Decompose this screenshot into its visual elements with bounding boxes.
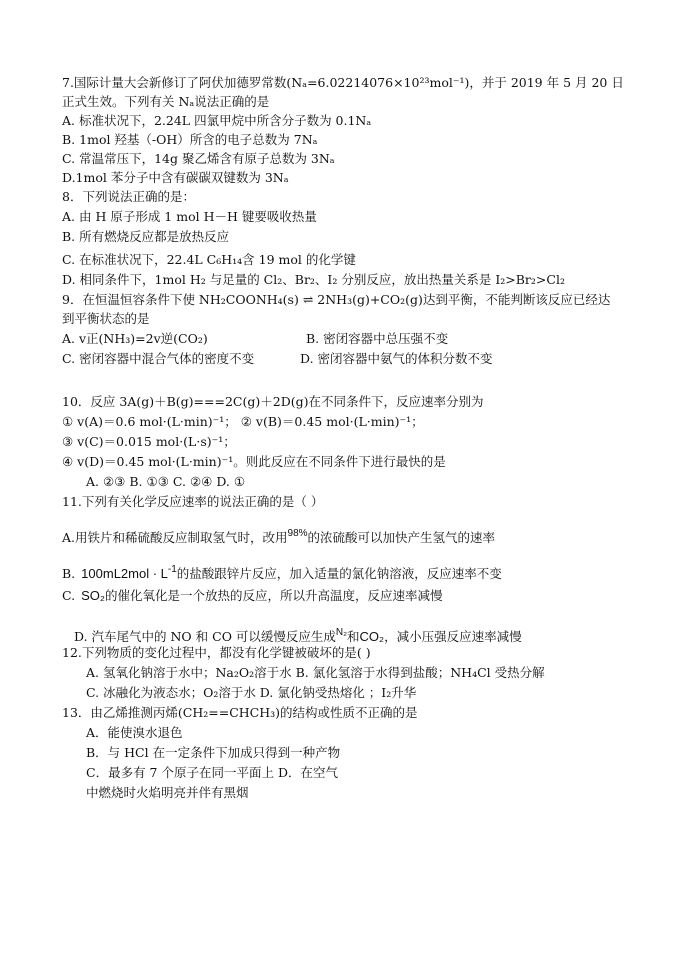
q8-option-d: D. 相同条件下，1mol H₂ 与足量的 Cl₂、Br₂、I₂ 分别反应，放出热量关系是 I₂>Br₂>Cl₂ (62, 272, 565, 287)
q11-a-sup: 98% (287, 528, 308, 539)
q11-d-post: ，减小压强反应速率减慢 (384, 629, 522, 644)
q11-b-pre: B. (62, 566, 76, 581)
q11-stem: 11.下列有关化学反应速率的说法正确的是（ ） (62, 494, 324, 509)
q12-stem: 12.下列物质的变化过程中，都没有化学键被破坏的是( ) (62, 645, 371, 660)
q11-c-formula: SO₂ (81, 588, 105, 603)
q8-option-a: A. 由 H 原子形成 1 mol H－H 键要吸收热量 (62, 209, 317, 224)
q8-option-c: C. 在标准状况下，22.4L C₆H₁₄含 19 mol 的化学键 (62, 252, 356, 267)
q7-option-c: C. 常温常压下，14g 聚乙烯含有原子总数为 3Nₐ (62, 151, 335, 166)
q12-options-cd: C. 冰融化为液态水；O₂溶于水 D. 氯化钠受热熔化 ；I₂升华 (86, 685, 417, 700)
q10-stem: 10．反应 3A(g)＋B(g)===2C(g)＋2D(g)在不同条件下，反应速率分别为 (62, 394, 484, 409)
q10-rate-1-2: ① v(A)＝0.6 mol·(L·min)⁻¹； ② v(B)＝0.45 mol·(L·min)⁻¹； (62, 414, 424, 429)
q11-b-sup: -1 (167, 564, 177, 575)
q11-option-a (62, 525, 495, 547)
q8-option-b: B. 所有燃烧反应都是放热反应 (62, 229, 230, 244)
q10-options: A. ②③ B. ①③ C. ②④ D. ① (86, 474, 246, 489)
q11-a-post: 的浓硫酸可以加快产生氢气的速率 (307, 530, 496, 545)
q11-d-pre: D. 汽车尾气中的 NO 和 CO 可以缓慢反应生成 (74, 629, 336, 644)
q13-option-b: B．与 HCl 在一定条件下加成只得到一种产物 (86, 745, 341, 760)
q11-option-c (62, 587, 442, 605)
q10-rate-4: ④ v(D)＝0.45 mol·(L·min)⁻¹。则此反应在不同条件下进行最快的是 (62, 454, 446, 469)
q11-a-pre: A.用铁片和稀硫酸反应制取氢气时，改用 (62, 530, 288, 545)
q11-d-formula: CO₂ (359, 629, 385, 644)
q11-c-pre: C. (62, 588, 76, 603)
q9-option-b: B. 密闭容器中总压强不变 (306, 331, 449, 346)
q11-d-sup: N₂ (335, 627, 348, 638)
q7-stem-line2: 正式生效。下列有关 Nₐ说法正确的是 (62, 94, 270, 109)
q11-option-d (74, 624, 522, 646)
q12-options-ab: A. 氢氧化钠溶于水中；Na₂O₂溶于水 B. 氯化氢溶于水得到盐酸；NH₄Cl 受热分解 (86, 665, 545, 680)
q11-option-b (62, 561, 502, 583)
q7-option-b: B. 1mol 羟基（-OH）所含的电子总数为 7Nₐ (62, 132, 318, 147)
q10-rate-3: ③ v(C)＝0.015 mol·(L·s)⁻¹； (62, 434, 236, 449)
q7-stem-line1: 7.国际计量大会新修订了阿伏加德罗常数(Nₐ=6.02214076×10²³mol⁻¹)，并于 2019 年 5 月 20 日 (62, 75, 624, 90)
q13-option-a: A．能使溴水退色 (86, 725, 183, 740)
q9-stem-line2: 到平衡状态的是 (62, 311, 150, 326)
q9-option-a: A. v正(NH₃)=2v逆(CO₂) (62, 331, 208, 346)
q13-options-cd: C．最多有 7 个原子在同一平面上 D．在空气 (86, 765, 338, 780)
q9-stem-line1: 9．在恒温恒容条件下使 NH₂COONH₄(s) ⇌ 2NH₃(g)+CO₂(g)达到平衡，不能判断该反应已经达 (62, 292, 611, 307)
q11-c-post: 的催化氧化是一个放热的反应，所以升高温度，反应速率减慢 (104, 588, 443, 603)
q11-b-formula: 100mL2mol · L (81, 566, 168, 581)
q7-option-d: D.1mol 苯分子中含有碳碳双键数为 3Nₐ (62, 170, 289, 185)
q7-option-a: A. 标准状况下，2.24L 四氯甲烷中所含分子数为 0.1Nₐ (62, 113, 372, 128)
q11-d-mid: 和 (347, 629, 360, 644)
q13-stem: 13．由乙烯推测丙烯(CH₂==CHCH₃)的结构或性质不正确的是 (62, 705, 418, 720)
q8-stem: 8．下列说法正确的是： (62, 189, 195, 204)
q11-b-post: 的盐酸跟锌片反应，加入适量的氯化钠溶液，反应速率不变 (176, 566, 502, 581)
q9-option-c: C. 密闭容器中混合气体的密度不变 (62, 351, 255, 366)
q13-option-d-continued: 中燃烧时火焰明亮并伴有黑烟 (86, 785, 249, 800)
q9-option-d: D. 密闭容器中氨气的体积分数不变 (300, 351, 493, 366)
